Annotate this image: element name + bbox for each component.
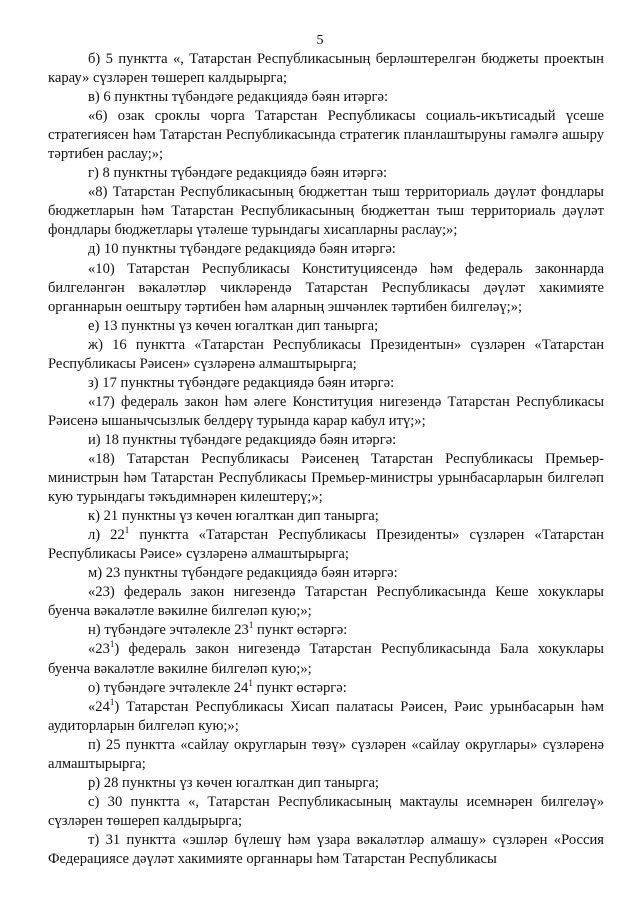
- paragraph-text: пункт өстәргә:: [252, 679, 347, 696]
- paragraph: [48, 88, 604, 107]
- paragraph: [48, 640, 604, 678]
- paragraph-text: «10) Татарстан Республикасы Конституциясендә һәм федераль законнарда билгеләнгән вәкаләтләр чикләрендә Татарстан Республикасы дәүләт хакимияте органнарын оештыру тәртибен һәм аларның эшчәнлек тәртибен билгеләү;»;: [48, 260, 604, 315]
- paragraph-text: ) федераль закон нигезендә Татарстан Республикасында Бала хокуклары буенча вәкаләтле вәкилне билгеләп кую;»;: [48, 641, 604, 677]
- paragraph-text: «17) федераль закон һәм әлеге Конституция нигезендә Татарстан Республикасы Рәисенә ышанычсызлык белдерү турында карар кабул итү;»;: [48, 393, 604, 429]
- paragraph-text: ж) 16 пунктта «Татарстан Республикасы Президентын» сүзләрен «Татарстан Республикасы Рәисен» сүзләренә алмаштырырга;: [48, 336, 604, 372]
- paragraph: [48, 526, 604, 564]
- paragraph-prefix: «23: [88, 641, 110, 658]
- paragraph: [48, 50, 604, 88]
- page-number: 5: [316, 33, 324, 48]
- paragraph-text: г) 8 пунктны түбәндәге редакциядә бәян итәргә:: [88, 165, 388, 182]
- paragraph-text: в) 6 пунктны түбәндәге редакциядә бәян итәргә:: [88, 89, 389, 106]
- paragraph-text: и) 18 пунктны түбәндәге редакциядә бәян итәргә:: [88, 431, 397, 448]
- paragraph: [48, 393, 604, 431]
- superscript: 1: [124, 525, 130, 536]
- superscript: 1: [109, 639, 115, 650]
- superscript: 1: [109, 696, 115, 707]
- paragraph-text: м) 23 пунктны түбәндәге редакциядә бәян итәргә:: [88, 565, 398, 582]
- paragraph: [48, 183, 604, 240]
- paragraph-text: с) 30 пунктта «, Татарстан Республикасының мактаулы исемнәрен билгеләү» сүзләрен төшереп калдырырга;: [48, 793, 604, 829]
- document-body: [48, 50, 604, 869]
- paragraph: [48, 583, 604, 621]
- paragraph-prefix: н) түбәндәге эчтәлекле 23: [88, 622, 249, 639]
- paragraph-prefix: «24: [88, 698, 110, 715]
- paragraph-text: «6) озак сроклы чорга Татарстан Республикасы социаль-икътисадый үсеше стратегиясен һәм Татарстан Республикасында стратегик планлаштыруны гамәлгә ашыру тәртибен раслау;»;: [48, 108, 604, 163]
- paragraph: [48, 793, 604, 831]
- paragraph-text: «23) федераль закон нигезендә Татарстан Республикасында Кеше хокуклары буенча вәкаләтле вәкилне билгеләп кую;»;: [48, 584, 604, 620]
- paragraph: [48, 564, 604, 583]
- paragraph: [48, 774, 604, 793]
- paragraph: [48, 336, 604, 374]
- superscript: 1: [248, 677, 253, 688]
- paragraph: [48, 374, 604, 393]
- paragraph: [48, 736, 604, 774]
- paragraph-text: д) 10 пунктны түбәндәге редакциядә бәян итәргә:: [88, 241, 396, 258]
- paragraph-text: р) 28 пунктны үз көчен югалткан дип танырга;: [88, 774, 379, 791]
- paragraph: [48, 450, 604, 507]
- paragraph-text: б) 5 пунктта «, Татарстан Республикасының берләштерелгән бюджеты проектын карау» сүзләрен төшереп калдырырга;: [48, 51, 604, 87]
- paragraph: [48, 164, 604, 183]
- paragraph-text: «8) Татарстан Республикасының бюджеттан тыш территориаль дәүләт фондлары бюджетларын һәм Татарстан Республикасының бюджеттан тыш территориаль дәүләт фондлары бюджетлары үтәлеше турындагы хисапларны раслау;»;: [48, 184, 604, 239]
- paragraph-prefix: л) 22: [88, 527, 125, 544]
- paragraph-text: пунктта «Татарстан Республикасы Президенты» сүзләрен «Татарстан Республикасы Рәисе» сүзләренә алмаштырырга;: [48, 527, 604, 563]
- paragraph-text: пункт өстәргә:: [253, 622, 348, 639]
- paragraph-text: е) 13 пунктны үз көчен югалткан дип танырга;: [88, 317, 379, 334]
- paragraph-text: к) 21 пунктны үз көчен югалткан дип танырга;: [88, 508, 379, 525]
- paragraph: [48, 698, 604, 736]
- paragraph: [48, 621, 604, 640]
- paragraph: [48, 831, 604, 869]
- paragraph: [48, 431, 604, 450]
- paragraph-text: т) 31 пунктта «эшләр бүлешү һәм үзара вәкаләтләр алмашу» сүзләрен «Россия Федерациясе дәүләт хакимияте органнары һәм Татарстан Республикасы: [48, 831, 604, 867]
- paragraph: [48, 507, 604, 526]
- paragraph: [48, 679, 604, 698]
- paragraph-text: з) 17 пунктны түбәндәге редакциядә бәян итәргә:: [88, 374, 395, 391]
- paragraph-text: ) Татарстан Республикасы Хисап палатасы Рәисен, Рәис урынбасарын һәм аудиторларын билгеләп кую;»;: [48, 698, 604, 734]
- paragraph: [48, 240, 604, 259]
- paragraph-text: «18) Татарстан Республикасы Рәисенең Татарстан Республикасы Премьер-министрын һәм Татарстан Республикасы Премьер-министры урынбасарларын билгеләп кую турындагы тәкъдимнәрен килештерү;»;: [48, 450, 604, 506]
- paragraph: [48, 317, 604, 336]
- paragraph-prefix: о) түбәндәге эчтәлекле 24: [88, 679, 249, 696]
- paragraph: [48, 260, 604, 317]
- paragraph-text: п) 25 пунктта «сайлау округларын төзү» сүзләрен «сайлау округлары» сүзләренә алмаштырырга;: [48, 736, 604, 772]
- superscript: 1: [248, 620, 254, 631]
- paragraph: [48, 107, 604, 164]
